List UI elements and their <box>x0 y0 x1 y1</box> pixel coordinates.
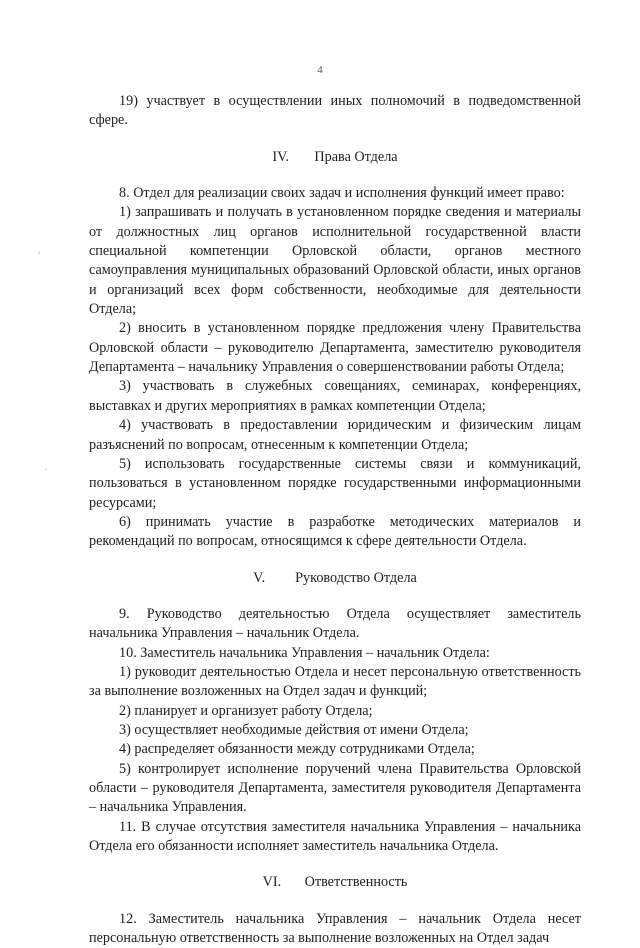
section-number: VI. <box>262 874 282 891</box>
section-title: Ответственность <box>304 874 408 891</box>
paragraph: 6) принимать участие в разработке методических материалов и рекомендаций по вопросам, относящимся к сфере деятельности Отдела. <box>89 513 581 550</box>
section-number: V. <box>253 569 266 586</box>
paragraph: 4) участвовать в предоставлении юридическим и физическим лицам разъяснений по вопросам, отнесенным к компетенции Отдела; <box>89 417 581 453</box>
paragraph: 2) вносить в установленном порядке предложения члену Правительства Орловской области – руководителю Департамента, заместителю руководителя Департамента – начальнику Управления о совершенствовании работы Отдела; <box>89 320 581 376</box>
page-number: 4 <box>317 64 323 76</box>
paragraph: 3) осуществляет необходимые действия от имени Отдела; <box>119 721 469 738</box>
paragraph: 8. Отдел для реализации своих задач и исполнения функций имеет право: <box>119 185 565 202</box>
paragraph: 1) запрашивать и получать в установленном порядке сведения и материалы от должностных лиц органов исполнительной государственной власти специальной компетенции Орловской области, органов местного самоуправления муниципальных образований Орловской области, иных органов и организаций всех форм собственности, необходимые для деятельности Отдела; <box>89 204 581 318</box>
section-title: Руководство Отдела <box>295 569 417 586</box>
section-heading <box>89 873 581 892</box>
paragraph: 4) распределяет обязанности между сотрудниками Отдела; <box>119 741 475 758</box>
section-heading <box>89 569 581 588</box>
section-title: Права Отдела <box>314 148 398 165</box>
paragraph: 5) контролирует исполнение поручений члена Правительства Орловской области – руководителя Департамента, заместителя руководителя Департамента – начальника Управления. <box>89 760 581 816</box>
paragraph: 11. В случае отсутствия заместителя начальника Управления – начальника Отдела его обязанности исполняет заместитель начальника Отдела. <box>89 818 581 855</box>
paragraph: 3) участвовать в служебных совещаниях, семинарах, конференциях, выставках и других мероприятиях в рамках компетенции Отдела; <box>89 378 581 414</box>
paragraph: 12. Заместитель начальника Управления – начальник Отдела несет персональную ответственность за выполнение возложенных на Отдел задач <box>89 910 581 947</box>
document-body <box>89 92 581 948</box>
paragraph: 19) участвует в осуществлении иных полномочий в подведомственной сфере. <box>89 93 581 129</box>
scan-mark: ' <box>38 248 41 262</box>
paragraph: 2) планирует и организует работу Отдела; <box>119 702 373 719</box>
paragraph: 9. Руководство деятельностью Отдела осуществляет заместитель начальника Управления – начальник Отдела. <box>89 605 581 642</box>
paragraph: 5) использовать государственные системы связи и коммуникаций, пользоваться в установленном порядке государственными информационными ресурсами; <box>89 455 581 511</box>
paragraph: 10. Заместитель начальника Управления – начальник Отдела: <box>119 644 490 661</box>
section-heading <box>89 148 581 167</box>
paragraph: 1) руководит деятельностью Отдела и несет персональную ответственность за выполнение возложенных на Отдел задач и функций; <box>89 663 581 700</box>
scan-mark: · <box>44 462 48 476</box>
section-number: IV. <box>272 148 290 165</box>
